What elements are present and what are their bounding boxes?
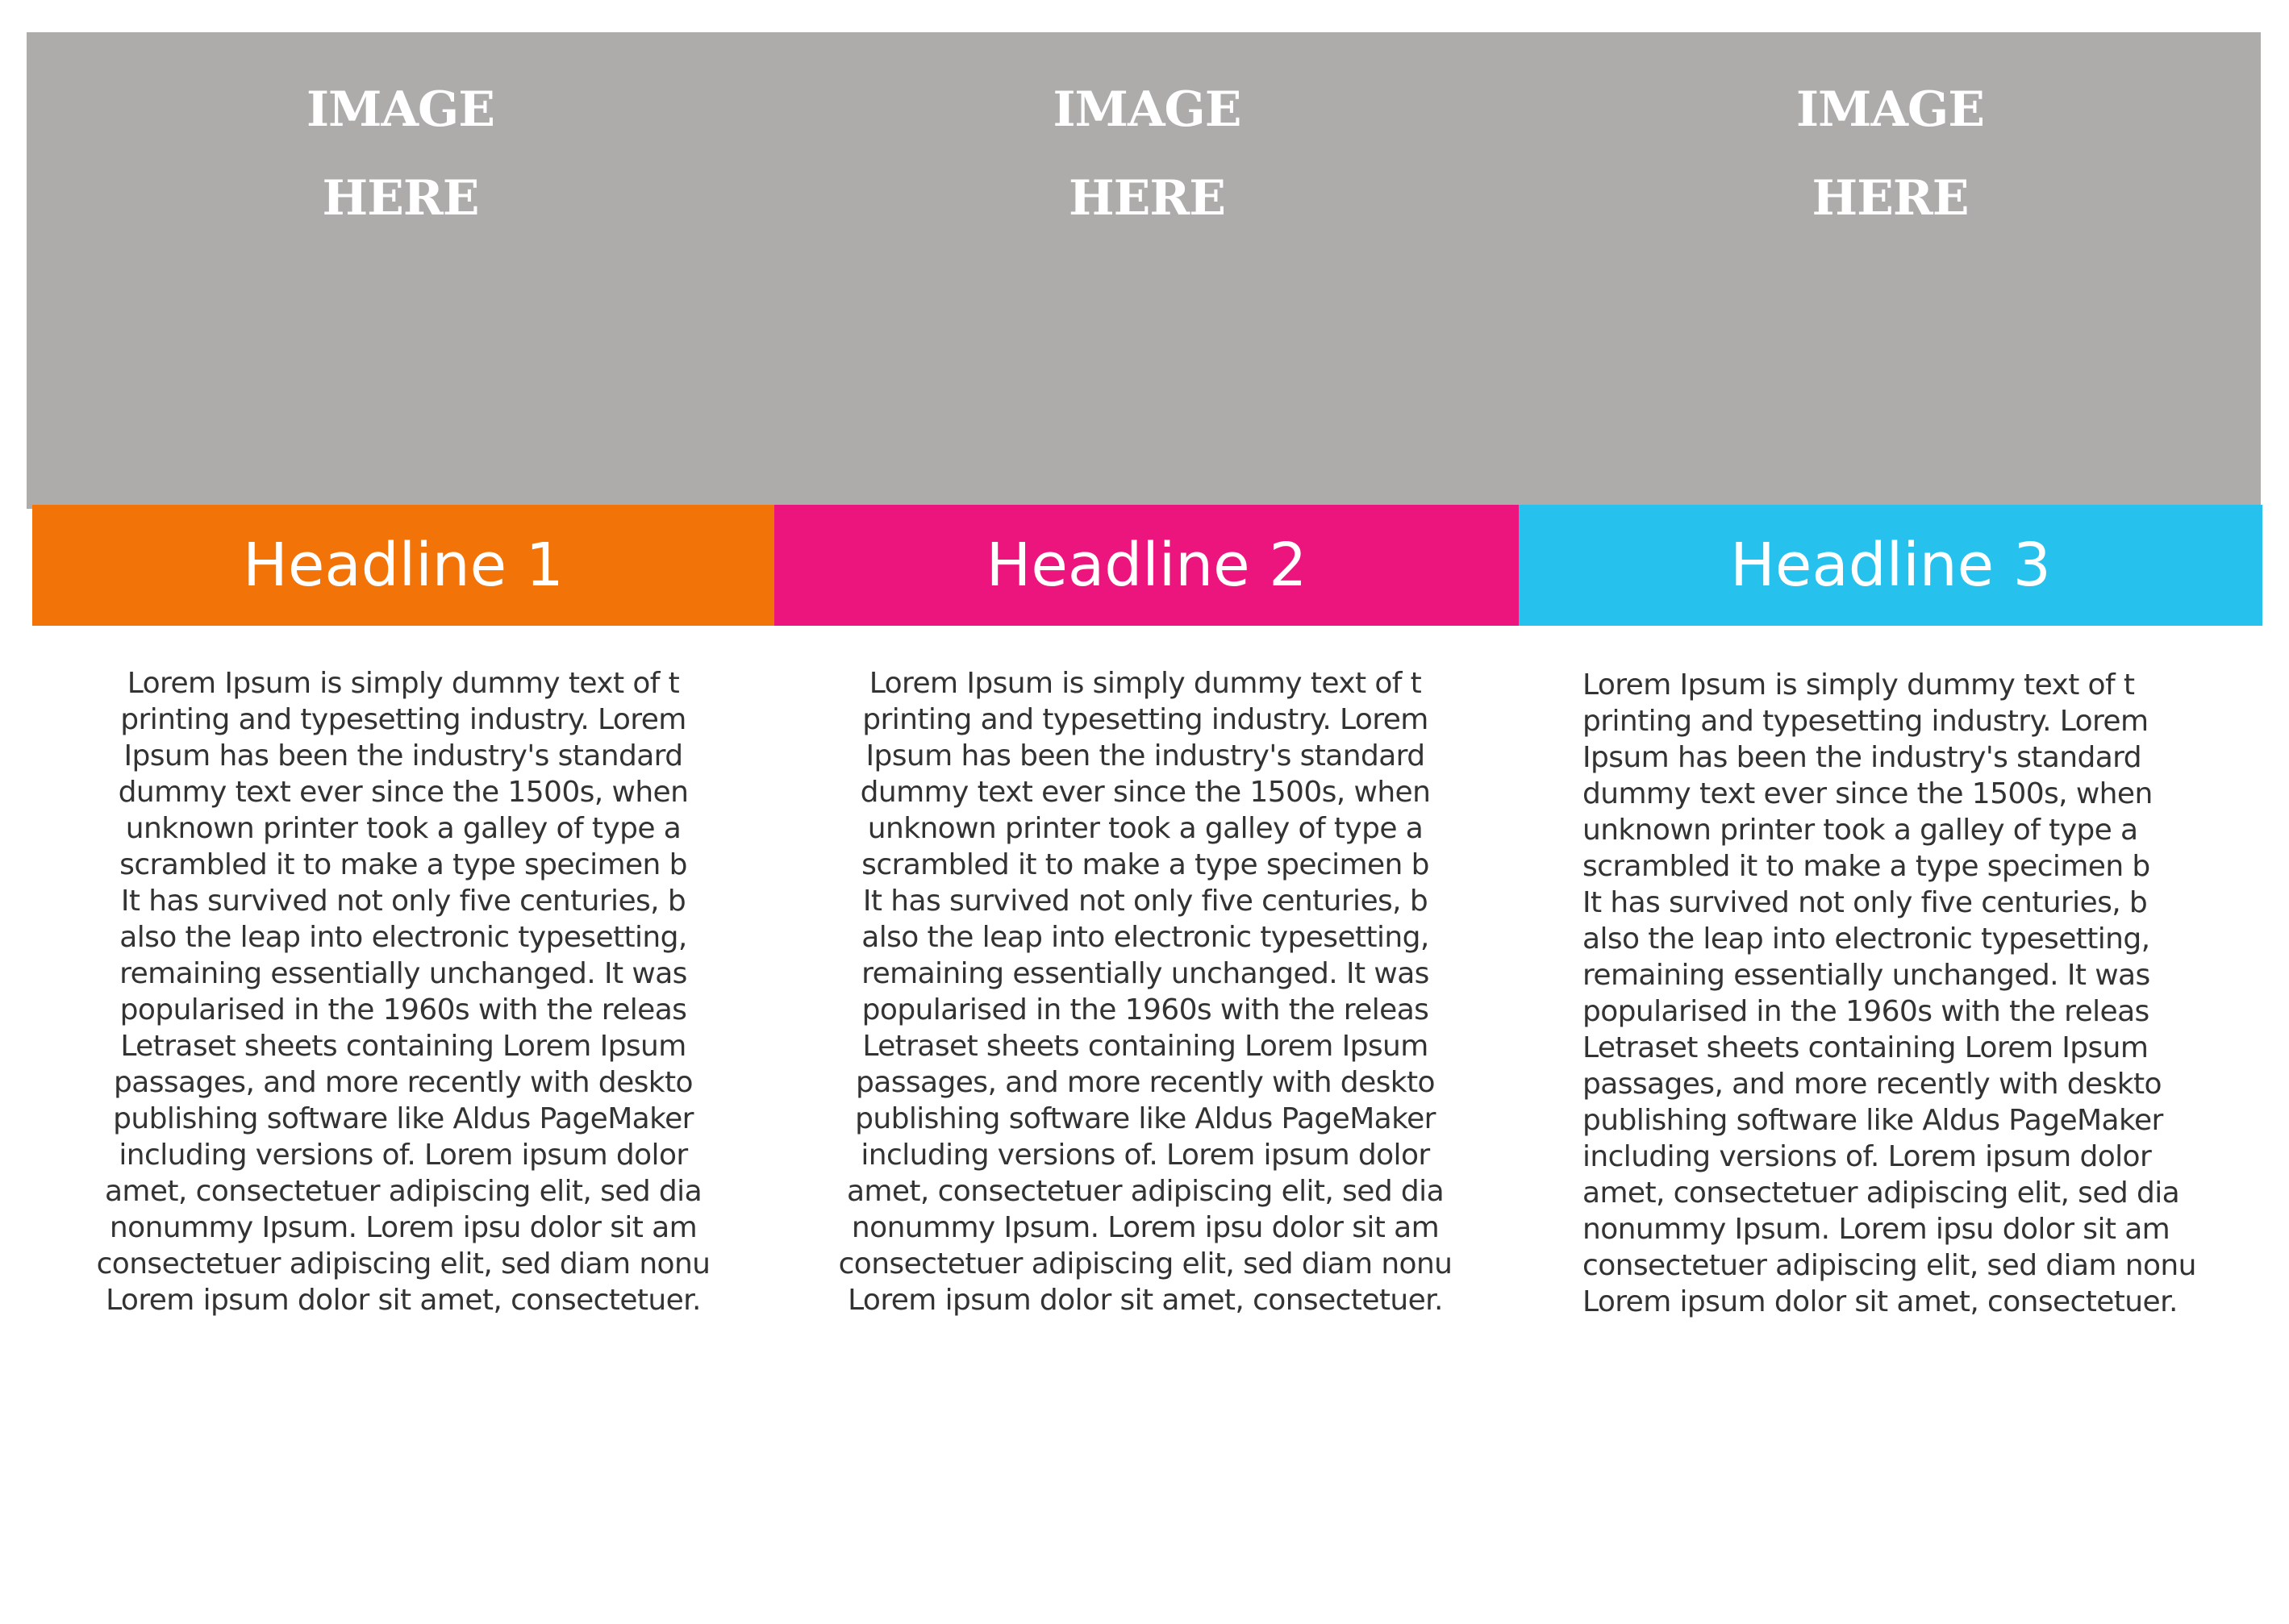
image-placeholder-label: IMAGE HERE bbox=[306, 81, 494, 227]
headline-2: Headline 2 bbox=[986, 531, 1307, 600]
image-placeholder-1 bbox=[27, 32, 774, 509]
headline-bar-1 bbox=[32, 505, 774, 626]
image-placeholder-3 bbox=[1520, 32, 2261, 509]
body-paragraph-1: Lorem Ipsum is simply dummy text of t printing and typesetting industry. Lorem Ipsum has been the industry's standard dummy text ever since the 1500s, when unknown printer took a galley of type a scrambled it to make a type specimen b It has survived not only five centuries, b also the leap into electronic typesetting, remaining essentially unchanged. It was popularised in the 1960s with the releas Letraset sheets containing Lorem Ipsum passages, and more recently with deskto publishing software like Aldus PageMaker including versions of. Lorem ipsum dolor amet, consectetuer adipiscing elit, sed dia nonummy Ipsum. Lorem ipsu dolor sit am consectetuer adipiscing elit, sed diam nonu Lorem ipsum dolor sit amet, consectetuer. bbox=[96, 667, 711, 1317]
image-placeholder-2 bbox=[774, 32, 1520, 509]
body-paragraph-2: Lorem Ipsum is simply dummy text of t printing and typesetting industry. Lorem Ipsum has been the industry's standard dummy text ever since the 1500s, when unknown printer took a galley of type a scrambled it to make a type specimen b It has survived not only five centuries, b also the leap into electronic typesetting, remaining essentially unchanged. It was popularised in the 1960s with the releas Letraset sheets containing Lorem Ipsum passages, and more recently with deskto publishing software like Aldus PageMaker including versions of. Lorem ipsum dolor amet, consectetuer adipiscing elit, sed dia nonummy Ipsum. Lorem ipsu dolor sit am consectetuer adipiscing elit, sed diam nonu Lorem ipsum dolor sit amet, consectetuer. bbox=[838, 667, 1453, 1317]
image-placeholder-label: IMAGE HERE bbox=[1053, 81, 1241, 227]
headline-bar-2 bbox=[774, 505, 1519, 626]
image-placeholder-band bbox=[27, 32, 2261, 509]
body-paragraph-3: Lorem Ipsum is simply dummy text of t printing and typesetting industry. Lorem Ipsum has been the industry's standard dummy text ever since the 1500s, when unknown printer took a galley of type a scrambled it to make a type specimen b It has survived not only five centuries, b also the leap into electronic typesetting, remaining essentially unchanged. It was popularised in the 1960s with the releas Letraset sheets containing Lorem Ipsum passages, and more recently with deskto publishing software like Aldus PageMaker including versions of. Lorem ipsum dolor amet, consectetuer adipiscing elit, sed dia nonummy Ipsum. Lorem ipsu dolor sit am consectetuer adipiscing elit, sed diam nonu Lorem ipsum dolor sit amet, consectetuer. bbox=[1582, 668, 2196, 1318]
headline-3: Headline 3 bbox=[1730, 531, 2051, 600]
headline-1: Headline 1 bbox=[243, 531, 564, 600]
headline-bar-3 bbox=[1519, 505, 2262, 626]
image-placeholder-label: IMAGE HERE bbox=[1795, 81, 1984, 227]
